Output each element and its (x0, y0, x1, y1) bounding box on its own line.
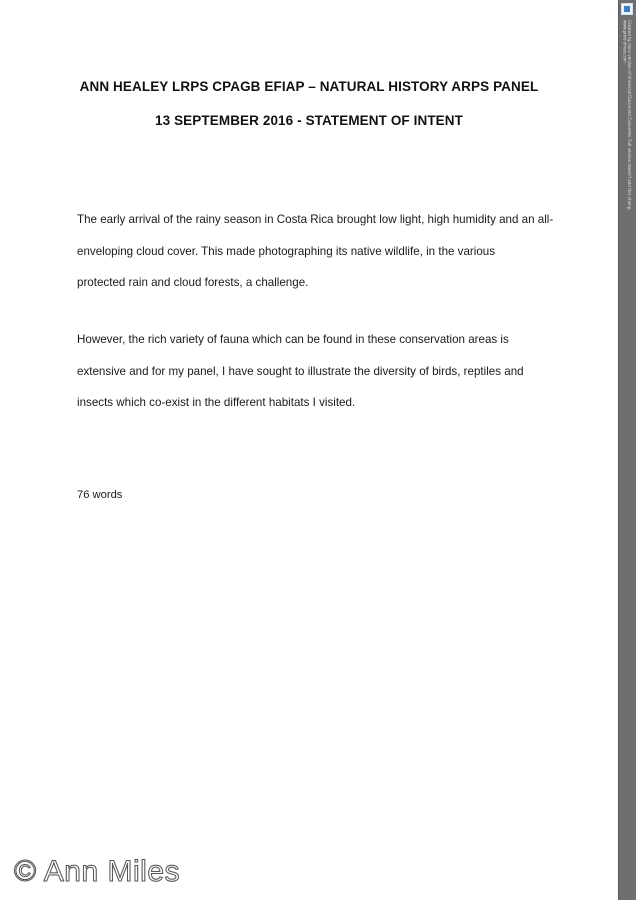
converter-stamp-sidebar (618, 0, 636, 900)
word-count: 76 words (77, 489, 123, 501)
copyright-watermark: © Ann Miles (14, 855, 181, 888)
document-subtitle: 13 SEPTEMBER 2016 - STATEMENT OF INTENT (155, 113, 463, 128)
document-converter-icon (621, 3, 633, 15)
paragraph-2 (77, 324, 567, 419)
paragraph-2-line-3: insects which co-exist in the different habitats I visited. (77, 396, 356, 409)
paragraph-1 (77, 204, 567, 299)
document-title: ANN HEALEY LRPS CPAGB EFIAP – NATURAL HISTORY ARPS PANEL (79, 79, 539, 94)
paragraph-1-line-2: enveloping cloud cover. This made photographing its native wildlife, in the various (77, 244, 496, 258)
converter-stamp-text (622, 20, 631, 211)
paragraph-1-line-1: The early arrival of the rainy season in Costa Rica brought low light, high humidity and an all- (77, 213, 554, 226)
paragraph-2-line-1: However, the rich variety of fauna which can be found in these conservation areas is (77, 333, 509, 346)
converter-stamp-line-1: Created by docu version of Universal Document Converter. Full version doesn't add this stamp. (627, 20, 632, 211)
converter-stamp-line-2: www.print-driver.com (622, 20, 628, 63)
paragraph-1-line-3: protected rain and cloud forests, a challenge. (77, 276, 309, 289)
paragraph-2-line-2: extensive and for my panel, I have sought to illustrate the diversity of birds, reptiles and (77, 364, 524, 378)
